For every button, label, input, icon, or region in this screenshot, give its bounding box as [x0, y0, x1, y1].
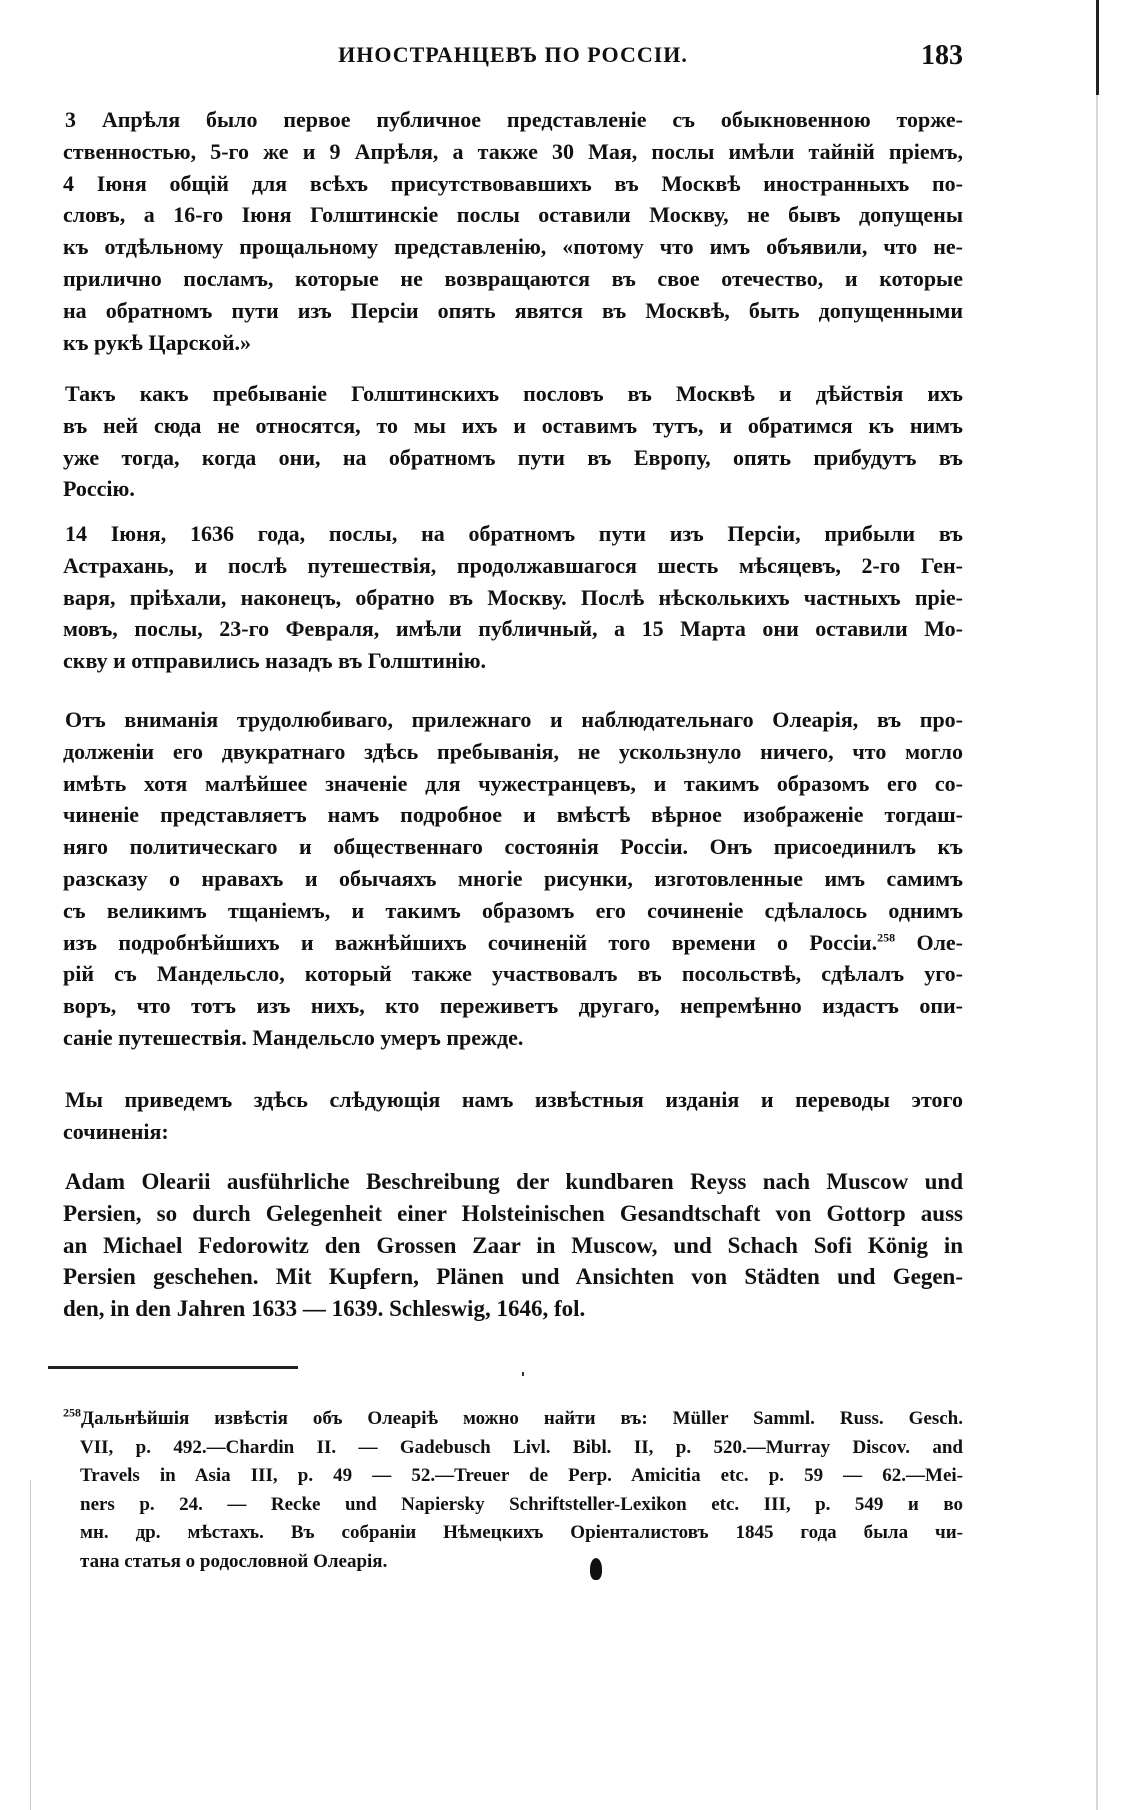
text-line: [63, 927, 963, 959]
text-line: [63, 1293, 963, 1325]
paragraph-2: [63, 378, 963, 505]
paragraph-4: [63, 704, 963, 1054]
text-line: [63, 958, 963, 990]
line-text: разсказу о нравахъ и обычаяхъ многіе рисунки, изготовленные имъ самимъ: [63, 865, 963, 891]
scan-border: [1096, 0, 1099, 95]
line-text: ственностью, 5-го же и 9 Апрѣля, а также 30 Мая, послы имѣли тайній пріемъ,: [63, 138, 963, 164]
line-text: къ рукѣ Царской.»: [63, 329, 251, 355]
text-line: [63, 768, 963, 800]
line-text: VII, p. 492.—Chardin II. — Gadebusch Livl. Bibl. II, p. 520.—Murray Discov. and: [80, 1436, 963, 1458]
text-line: [63, 473, 963, 505]
bibliography-entry: [63, 1166, 963, 1325]
line-text: мовъ, послы, 23-го Февраля, имѣли публичный, а 15 Марта они оставили Мо-: [63, 616, 963, 642]
text-line: [63, 263, 963, 295]
text-line: [63, 442, 963, 474]
line-text: Мы приведемъ здѣсь слѣдующія намъ извѣстныя изданія и переводы этого: [65, 1087, 963, 1112]
line-text: въ ней сюда не относятся, то мы ихъ и оставимъ тутъ, и обратимся къ нимъ: [63, 412, 963, 438]
footnote-line: [63, 1548, 963, 1577]
text-line: [63, 168, 963, 200]
line-text: 3 Апрѣля было первое публичное представленіе съ обыкновенною торже-: [65, 107, 963, 132]
text-line: [63, 1084, 963, 1116]
page-number: 183: [921, 40, 963, 71]
line-text: den, in den Jahren 1633 — 1639. Schleswig, 1646, fol.: [63, 1296, 586, 1322]
text-line: [63, 613, 963, 645]
text-line: [63, 378, 963, 410]
line-text: an Michael Fedorowitz den Grossen Zaar in Muscow, und Schach Sofi König in: [63, 1232, 963, 1258]
footnote-reference[interactable]: 258: [877, 930, 896, 945]
text-line: [63, 831, 963, 863]
text-line: [63, 104, 963, 136]
footnote-line: [63, 1491, 963, 1520]
text-line: [63, 990, 963, 1022]
line-text: 4 Іюня общій для всѣхъ присутствовавшихъ въ Москвѣ иностранныхъ по-: [63, 170, 963, 196]
text-line: [63, 327, 963, 359]
line-text: уже тогда, когда они, на обратномъ пути въ Европу, опять прибудутъ въ: [63, 444, 963, 470]
line-text: тана статья о родословной Олеарія.: [80, 1550, 388, 1572]
line-text: Дальнѣйшія извѣстія объ Олеаріѣ можно найти въ: Müller Samml. Russ. Gesch.: [81, 1408, 963, 1429]
text-line: [63, 1230, 963, 1262]
line-text: на обратномъ пути изъ Персіи опять явятся въ Москвѣ, быть допущенными: [63, 297, 963, 323]
ink-blot: [590, 1558, 602, 1580]
paragraph-3: [63, 518, 963, 677]
footnote: [63, 1405, 963, 1577]
text-line: [63, 799, 963, 831]
line-text: рій съ Мандельсло, который также участвовалъ въ посольствѣ, сдѣлалъ уго-: [63, 961, 963, 987]
line-text: прилично посламъ, которые не возвращаются въ свое отечество, и которые: [63, 265, 963, 291]
text-line: [63, 1166, 963, 1198]
line-text: Россію.: [63, 476, 135, 502]
line-text: Такъ какъ пребываніе Голштинскихъ пословъ въ Москвѣ и дѣйствія ихъ: [65, 381, 963, 406]
line-text: изъ подробнѣйшихъ и важнѣйшихъ сочиненій того времени о Россіи.: [63, 929, 878, 955]
footnote-line: [63, 1519, 963, 1548]
line-text: чиненіе представляетъ намъ подробное и вмѣстѣ вѣрное изображеніе тогдаш-: [63, 802, 963, 828]
page-edge: [1096, 0, 1098, 1810]
line-text: Оле-: [895, 929, 963, 955]
line-text: варя, пріѣхали, наконецъ, обратно въ Москву. Послѣ нѣсколькихъ частныхъ пріе-: [63, 584, 963, 610]
text-line: [63, 863, 963, 895]
line-text: долженіи его двукратнаго здѣсь пребыванія, не ускользнуло ничего, что могло: [63, 738, 963, 764]
text-line: [63, 199, 963, 231]
line-text: Астрахань, и послѣ путешествія, продолжавшагося шесть мѣсяцевъ, 2-го Ген-: [63, 552, 963, 578]
text-line: [63, 295, 963, 327]
text-line: [63, 410, 963, 442]
text-line: [63, 136, 963, 168]
line-text: Travels in Asia III, p. 49 — 52.—Treuer de Perp. Amicitia etc. p. 59 — 62.—Mei-: [80, 1465, 963, 1487]
text-line: [63, 231, 963, 263]
paragraph-5: [63, 1084, 963, 1148]
line-text: Persien geschehen. Mit Kupfern, Plänen und Ansichten von Städten und Gegen-: [63, 1264, 963, 1290]
line-text: 14 Іюня, 1636 года, послы, на обратномъ пути изъ Персіи, прибыли въ: [65, 521, 963, 546]
paragraph-1: [63, 104, 963, 358]
page-header: [63, 40, 963, 74]
text-line: [63, 1198, 963, 1230]
line-text: словъ, а 16-го Іюня Голштинскіе послы оставили Москву, не бывъ допущены: [63, 202, 963, 228]
line-text: няго политическаго и общественнаго состоянія Россіи. Онъ присоединилъ къ: [63, 834, 963, 860]
text-line: [63, 550, 963, 582]
text-line: [63, 645, 963, 677]
text-line: [63, 1116, 963, 1148]
text-line: [63, 518, 963, 550]
text-line: [63, 1022, 963, 1054]
footnote-number: 258: [63, 1405, 81, 1420]
line-text: саніе путешествія. Мандельсло умеръ прежде.: [63, 1024, 524, 1050]
text-line: [63, 582, 963, 614]
footnote-separator: [48, 1366, 298, 1369]
text-line: [63, 1261, 963, 1293]
footnote-line: [63, 1462, 963, 1491]
running-title: ИНОСТРАНЦЕВЪ ПО РОССІИ.: [338, 42, 688, 67]
line-text: Отъ вниманія трудолюбиваго, прилежнаго и наблюдательнаго Олеарія, въ про-: [65, 707, 963, 732]
line-text: имѣть хотя малѣйшее значеніе для чужестранцевъ, и такимъ образомъ его со-: [63, 770, 963, 796]
line-text: съ великимъ тщаніемъ, и такимъ образомъ его сочиненіе сдѣлалось однимъ: [63, 897, 963, 923]
text-line: [63, 704, 963, 736]
line-text: воръ, что тотъ изъ нихъ, кто переживетъ другаго, непремѣнно издастъ опи-: [63, 993, 963, 1019]
footnote-line: [63, 1405, 963, 1434]
line-text: къ отдѣльному прощальному представленію, «потому что имъ объявили, что не-: [63, 234, 963, 260]
line-text: Persien, so durch Gelegenheit einer Holsteinischen Gesandtschaft von Gottorp auss: [63, 1200, 963, 1226]
scan-border-left: [30, 1480, 31, 1810]
line-text: Adam Olearii ausführliche Beschreibung der kundbaren Reyss nach Muscow und: [65, 1169, 963, 1194]
line-text: скву и отправились назадъ въ Голштинію.: [63, 648, 487, 674]
line-text: ners p. 24. — Recke und Napiersky Schriftsteller-Lexikon etc. III, p. 549 и во: [80, 1493, 963, 1515]
text-line: [63, 895, 963, 927]
footnote-line: [63, 1434, 963, 1463]
text-line: [63, 736, 963, 768]
line-text: сочиненія:: [63, 1118, 169, 1144]
scan-speck: [522, 1372, 524, 1376]
line-text: мн. др. мѣстахъ. Въ собраніи Нѣмецкихъ Оріенталистовъ 1845 года была чи-: [80, 1522, 963, 1544]
